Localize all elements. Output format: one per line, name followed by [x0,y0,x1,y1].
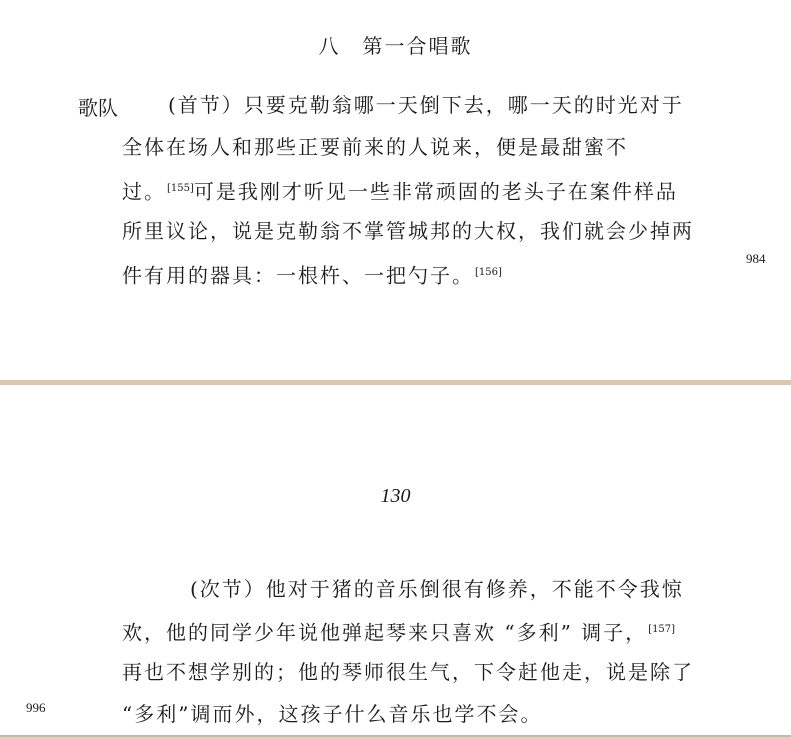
footnote-reference[interactable]: [155] [167,183,194,194]
verse-block-bottom [122,609,694,735]
verse-line-with-note [122,609,694,651]
verse-line: (次节）他对于猪的音乐倒很有修养，不能不令我惊 [190,577,684,601]
line-number: 996 [26,700,46,715]
footnote-reference[interactable]: [156] [475,267,502,278]
section-title: 八 第一合唱歌 [318,34,473,58]
verse-line-with-note [122,252,694,294]
lower-page [0,385,791,737]
verse-line: (首节）只要克勒翁哪一天倒下去，哪一天的时光对于 [168,93,684,117]
verse-block-top [122,126,694,294]
verse-text: 过。 [122,179,166,204]
verse-line: 再也不想学别的；他的琴师很生气，下令赶他走，说是除了 [122,660,694,684]
verse-line: 所里议论，说是克勒翁不掌管城邦的大权，我们就会少掉两 [122,219,694,243]
verse-first-line [168,84,684,126]
speaker-label: 歌队 [78,96,118,120]
page-number: 130 [380,485,411,507]
verse-line-with-note [122,168,694,210]
verse-text: 欢，他的同学少年说他弹起琴来只喜欢 “多利” 调子， [122,620,648,645]
verse-line: “多利”调而外，这孩子什么音乐也学不会。 [122,702,543,726]
verse-first-line [190,568,684,610]
verse-line: 全体在场人和那些正要前来的人说来，便是最甜蜜不 [122,135,628,159]
verse-text: 件有用的器具：一根杵、一把勺子。 [122,263,474,288]
line-number: 984 [746,251,766,266]
footnote-reference[interactable]: [157] [648,624,676,635]
verse-text: 可是我刚才听见一些非常顽固的老头子在案件样品 [193,179,678,204]
